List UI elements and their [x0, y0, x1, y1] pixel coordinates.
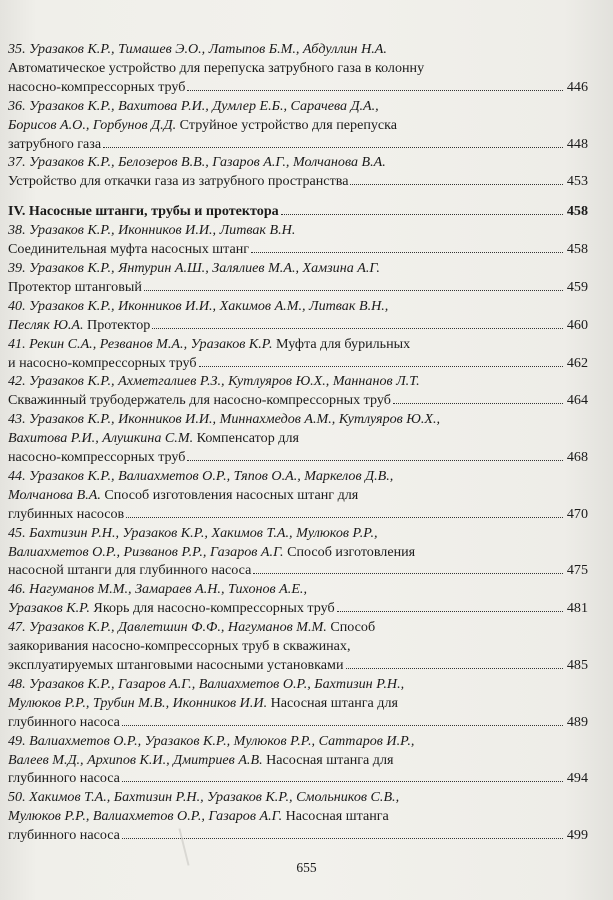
toc-entry-47	[8, 618, 588, 675]
entry-title: глубинного насоса	[8, 770, 120, 787]
entry-authors: 49. Валиахметов О.Р., Уразаков К.Р., Мулюков Р.Р., Саттаров И.Р.,	[8, 732, 415, 749]
entry-title: Струйное устройство для перепуска	[176, 116, 398, 133]
toc-entry-50	[8, 788, 588, 845]
entry-title: Насосная штанга	[282, 808, 389, 825]
toc-entry-42	[8, 372, 588, 410]
page-number: 494	[566, 770, 588, 787]
section-title: IV. Насосные штанги, трубы и протектора	[8, 203, 279, 220]
toc-entry-36	[8, 97, 588, 154]
entry-title: Насосная штанга для	[267, 694, 398, 711]
dot-leader	[350, 184, 562, 185]
entry-title: затрубного газа	[8, 135, 102, 152]
entry-title: насосной штанги для глубинного насоса	[8, 562, 252, 579]
page-number: 464	[566, 392, 588, 409]
toc-entry-39	[8, 259, 588, 297]
toc-entry-49	[8, 732, 588, 789]
entry-authors: Молчанова В.А.	[8, 486, 101, 503]
entry-title: Соединительная муфта насосных штанг	[8, 241, 250, 258]
entry-title: Автоматическое устройство для перепуска затрубного газа в колонну	[8, 59, 425, 76]
entry-authors: Валеев М.Д., Архипов К.И., Дмитриев А.В.	[8, 751, 263, 768]
dot-leader	[251, 252, 563, 253]
page-footer-number: 655	[296, 860, 317, 875]
toc-entry-44	[8, 467, 588, 524]
dot-leader	[199, 366, 563, 367]
entry-title: Протектор	[83, 316, 151, 333]
page-number: 481	[566, 600, 588, 617]
entry-authors: Мулюков Р.Р., Трубин М.В., Иконников И.И.	[8, 694, 268, 711]
dot-leader	[122, 838, 563, 839]
page-number: 458	[566, 203, 588, 220]
entry-title: Якорь для насосно-компрессорных труб	[89, 600, 335, 617]
page-number: 489	[566, 713, 588, 730]
dot-leader	[144, 290, 563, 291]
entry-title: насосно-компрессорных труб	[8, 78, 186, 95]
entry-title: Компенсатор для	[193, 430, 299, 447]
dot-leader	[253, 573, 563, 574]
entry-title: Способ	[326, 619, 376, 636]
entry-title: Способ изготовления	[283, 543, 416, 560]
entry-authors: 43. Уразаков К.Р., Иконников И.И., Миннахмедов А.М., Кутлуяров Ю.Х.,	[8, 411, 441, 428]
page-number: 448	[566, 135, 588, 152]
toc-entry-38	[8, 221, 588, 259]
toc-entry-35	[8, 40, 588, 97]
entry-authors: Уразаков К.Р.	[8, 600, 90, 617]
page-number: 499	[566, 827, 588, 844]
entry-authors: 47. Уразаков К.Р., Давлетшин Ф.Ф., Нагуманов М.М.	[8, 619, 327, 636]
entry-authors: 39. Уразаков К.Р., Янтурин А.Ш., Залялиев М.А., Хамзина А.Г.	[8, 259, 380, 276]
dot-leader	[346, 668, 563, 669]
entry-authors: Песляк Ю.А.	[8, 316, 84, 333]
page-number: 468	[566, 449, 588, 466]
entry-authors: 50. Хакимов Т.А., Бахтизин Р.Н., Уразаков К.Р., Смольников С.В.,	[8, 789, 400, 806]
entry-authors: 48. Уразаков К.Р., Газаров А.Г., Валиахметов О.Р., Бахтизин Р.Н.,	[8, 675, 405, 692]
entry-authors: 38. Уразаков К.Р., Иконников И.И., Литвак В.Н.	[8, 222, 296, 239]
entry-title: и насосно-компрессорных труб	[8, 354, 197, 371]
entry-title: заякоривания насосно-компрессорных труб в скважинах,	[8, 638, 351, 655]
entry-title: глубинных насосов	[8, 505, 125, 522]
entry-title: Насосная штанга для	[262, 751, 394, 768]
section-heading	[8, 202, 588, 221]
entry-authors: 41. Рекин С.А., Резванов М.А., Уразаков К.Р.	[8, 335, 273, 352]
page-number: 470	[566, 505, 588, 522]
page-number: 453	[566, 173, 588, 190]
entry-authors: 36. Уразаков К.Р., Вахитова Р.И., Думлер Е.Б., Сарачева Д.А.,	[8, 97, 379, 114]
entry-title: Протектор штанговый	[8, 278, 142, 295]
table-of-contents	[8, 40, 588, 845]
entry-title: эксплуатируемых штанговыми насосными установками	[8, 657, 344, 673]
page-number: 459	[566, 278, 588, 295]
toc-entry-45	[8, 524, 588, 581]
page-number: 458	[566, 241, 588, 258]
page-number: 475	[566, 562, 588, 579]
entry-authors: Борисов А.О., Горбунов Д.Д.	[8, 116, 177, 133]
entry-authors: 35. Уразаков К.Р., Тимашев Э.О., Латыпов Б.М., Абдуллин Н.А.	[8, 41, 387, 57]
dot-leader	[126, 517, 563, 518]
entry-authors: Вахитова Р.И., Алушкина С.М.	[8, 430, 194, 447]
entry-title: Скважинный трубодержатель для насосно-компрессорных труб	[8, 392, 391, 409]
entry-title: Способ изготовления насосных штанг для	[100, 486, 359, 503]
entry-authors: 37. Уразаков К.Р., Белозеров В.В., Газаров А.Г., Молчанова В.А.	[8, 154, 386, 171]
entry-authors: 42. Уразаков К.Р., Ахметгалиев Р.З., Кутлуяров Ю.Х., Маннанов Л.Т.	[8, 373, 420, 390]
toc-entry-46	[8, 580, 588, 618]
dot-leader	[122, 725, 563, 726]
entry-title: насосно-компрессорных труб	[8, 449, 186, 466]
dot-leader	[281, 214, 563, 215]
entry-authors: Мулюков Р.Р., Валиахметов О.Р., Газаров А.Г.	[8, 808, 283, 825]
dot-leader	[393, 403, 563, 404]
page-number: 485	[566, 657, 588, 673]
page-number: 462	[566, 354, 588, 371]
toc-entry-48	[8, 675, 588, 732]
dot-leader	[187, 460, 562, 461]
dot-leader	[337, 611, 563, 612]
entry-authors: Валиахметов О.Р., Ризванов Р.Р., Газаров А.Г.	[8, 543, 284, 560]
dot-leader	[152, 328, 563, 329]
toc-entry-40	[8, 297, 588, 335]
toc-entry-37	[8, 153, 588, 191]
dot-leader	[187, 90, 562, 91]
toc-entry-41	[8, 335, 588, 373]
dot-leader	[103, 147, 563, 148]
toc-entry-43	[8, 410, 588, 467]
entry-title: Муфта для бурильных	[272, 335, 411, 352]
entry-title: глубинного насоса	[8, 827, 120, 844]
entry-authors: 46. Нагуманов М.М., Замараев А.Н., Тихонов А.Е.,	[8, 581, 307, 598]
page-number: 446	[566, 78, 588, 95]
dot-leader	[122, 781, 563, 782]
entry-authors: 44. Уразаков К.Р., Валиахметов О.Р., Тяпов О.А., Маркелов Д.В.,	[8, 467, 394, 484]
entry-authors: 45. Бахтизин Р.Н., Уразаков К.Р., Хакимов Т.А., Мулюков Р.Р.,	[8, 524, 378, 541]
page-number: 460	[566, 316, 588, 333]
entry-title: Устройство для откачки газа из затрубного пространства	[8, 173, 349, 190]
entry-title: глубинного насоса	[8, 713, 120, 730]
entry-authors: 40. Уразаков К.Р., Иконников И.И., Хакимов А.М., Литвак В.Н.,	[8, 297, 389, 314]
